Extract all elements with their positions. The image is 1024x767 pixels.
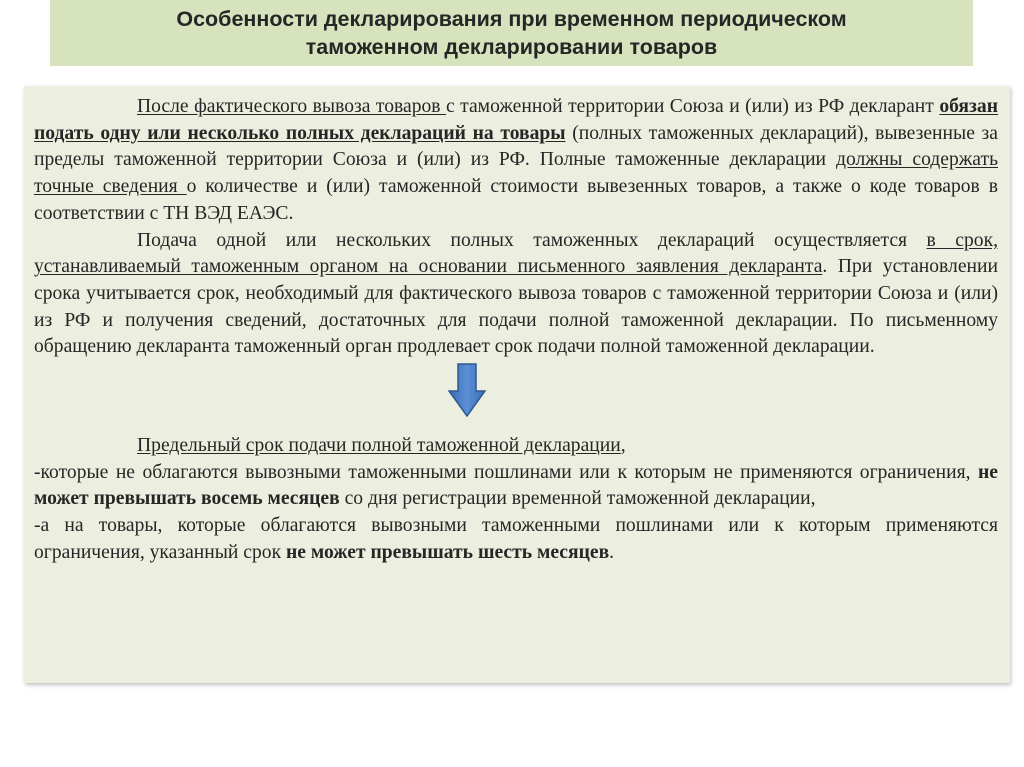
paragraph-submission-deadline (34, 228, 998, 362)
down-arrow-icon (448, 363, 486, 417)
text: о количестве и (или) таможенной стоимости вывезенных товаров, а также о коде товаров в соответствии с ТН ВЭД ЕАЭС. (34, 176, 998, 224)
text: . (609, 541, 615, 563)
text-underlined: Предельный срок подачи полной таможенной декларации (137, 435, 621, 457)
text: с таможенной территории Союза и (или) из РФ декларант (446, 96, 940, 117)
paragraph-eight-months (34, 460, 998, 513)
text: Подача одной или нескольких полных таможенных деклараций осуществляется (137, 229, 927, 251)
paragraph-deadline-heading (34, 433, 998, 460)
title-banner (50, 0, 973, 66)
paragraph-export-declaration (34, 94, 998, 228)
content-panel (24, 86, 1010, 683)
text-bold: не может превышать восемь месяцев (34, 461, 998, 510)
text-bold-underlined: обязан подать одну или несколько полных деклараций на товары (34, 96, 998, 144)
text: . При установлении срока учитывается срок, необходимый для фактического вывоза товаров с таможенной территории Союза и (или) из РФ и получения сведений, достаточных для подачи полной таможенной декларации. По письменному обращению декларанта таможенный орган продлевает срок подачи полной таможенной декларации. (34, 256, 998, 358)
text: -которые не облагаются вывозными таможенными пошлинами или к которым не применяются ограничения, (34, 461, 978, 483)
paragraph-six-months (34, 513, 998, 566)
text-bold: не может превышать шесть месяцев (286, 541, 610, 563)
text-underlined: После фактического вывоза товаров (137, 96, 447, 117)
text: (полных таможенных деклараций), вывезенные за пределы таможенной территории Союза и (или) из РФ. Полные таможенные декларации (34, 122, 998, 171)
title-line-2: таможенном декларировании товаров (305, 35, 718, 59)
text-underlined: должны содержать точные сведения (34, 149, 998, 198)
text: , (620, 435, 626, 457)
arrow-container (34, 361, 998, 423)
text: -а на товары, которые облагаются вывозными таможенными пошлинами или к которым применяются ограничения, указанный срок (34, 515, 998, 563)
text: со дня регистрации временной таможенной декларации, (339, 488, 816, 510)
text-underlined: в срок, устанавливаемый таможенным органом на основании письменного заявления декларанта (34, 229, 998, 278)
title-line-1: Особенности декларирования при временном периодическом (176, 7, 847, 31)
